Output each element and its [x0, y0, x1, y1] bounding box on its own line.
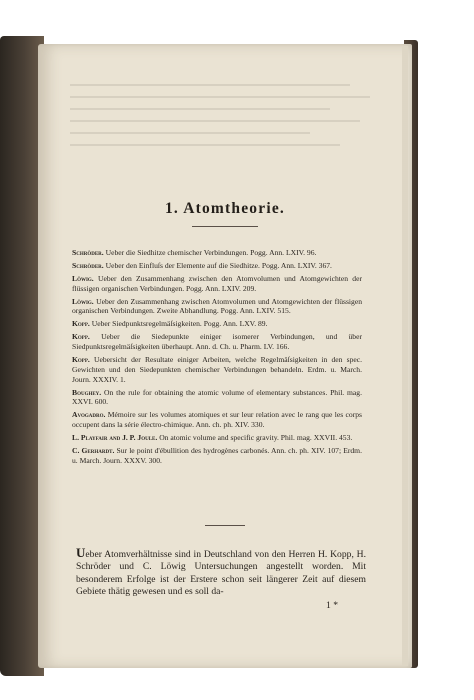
reference-author: Kopp. [72, 332, 90, 342]
reference-entry [72, 319, 362, 329]
reference-entry [72, 410, 362, 429]
signature-mark: 1 * [326, 600, 338, 611]
reference-author: Boughey. [72, 387, 102, 397]
reference-text: Ueber den Zusammenhang zwischen Atomvolumen und Atomgewichten der flüssigen organischen Verbindungen. Zweite Abhandlung. Pogg. Ann. LXIV. 515. [72, 296, 362, 316]
reference-list [72, 248, 362, 469]
reference-entry [72, 274, 362, 293]
reference-text: Sur le point d'ébullition des hydrogènes carbonés. Ann. ch. ph. XIV. 107; Erdm. u. March. Journ. XXXV. 300. [72, 445, 362, 465]
reference-author: Avogadro. [72, 410, 106, 420]
reference-text: Ueber die Siedepunkte einiger isomerer Verbindungen, und über Siedpunktsregelmäſsigkeiten überhaupt. Ann. d. Ch. u. Pharm. LV. 166. [72, 332, 362, 352]
reference-author: L. Playfair and J. P. Joule. [72, 432, 158, 442]
reference-entry [72, 248, 362, 258]
reference-entry [72, 332, 362, 351]
reference-author: Kopp. [72, 355, 90, 365]
reference-entry [72, 261, 362, 271]
page-edges [402, 46, 408, 666]
dropcap-letter: U [76, 545, 86, 560]
reference-author: Kopp. [72, 319, 90, 329]
reference-text: Ueber den Zusammenhang zwischen den Atomvolumen und Atomgewichten der flüssigen organischen Verbindungen. Pogg. Ann. LXIV. 209. [72, 274, 363, 293]
show-through-text [70, 84, 370, 174]
body-text: eber Atomverhältnisse sind in Deutschland von den Herren H. Kopp, H. Schröder und C. Löwig Untersuchungen angestellt worden. Mit besonderem Erfolge ist der Erstere schon seit längerer Zeit auf diesem Gebiete thätig gewesen und es soll da- [76, 549, 366, 598]
reference-entry [72, 297, 362, 316]
reference-text: Mémoire sur les volumes atomiques et sur leur relation avec le rang que les corps occupent dans la série électro-chimique. Ann. ch. ph. XIV. 330. [72, 410, 362, 429]
reference-entry [72, 433, 362, 443]
reference-entry [72, 446, 362, 465]
reference-text: Ueber die Siedhitze chemischer Verbindungen. Pogg. Ann. LXIV. 96. [105, 248, 317, 257]
reference-text: Uebersicht der Resultate einiger Arbeiten, welche Regelmäſsigkeiten in den spec. Gewichten und den Siedepunkten chemischer Verbindungen behandeln. Erdm. u. March. Journ. XXXIV. 1. [72, 355, 363, 384]
reference-entry [72, 355, 362, 384]
reference-entry [72, 388, 362, 407]
reference-author: Löwig. [72, 274, 94, 283]
reference-text: Ueber Siedpunktsregelmäſsigkeiten. Pogg. Ann. LXV. 89. [91, 319, 268, 329]
chapter-title: 1. Atomtheorie. [164, 200, 285, 217]
title-rule [192, 226, 258, 227]
body-paragraph [76, 547, 366, 599]
section-rule [205, 525, 245, 526]
reference-text: Ueber den Einfluſs der Elemente auf die Siedhitze. Pogg. Ann. LXIV. 367. [105, 261, 332, 270]
reference-author: C. Gerhardt. [72, 445, 115, 455]
reference-author: Schröder. [72, 261, 104, 270]
reference-author: Löwig. [72, 296, 94, 306]
reference-text: On atomic volume and specific gravity. Phil. mag. XXVII. 453. [159, 432, 353, 442]
reference-text: On the rule for obtaining the atomic volume of elementary substances. Phil. mag. XXVI. 600. [72, 387, 362, 407]
reference-author: Schröder. [72, 248, 104, 257]
